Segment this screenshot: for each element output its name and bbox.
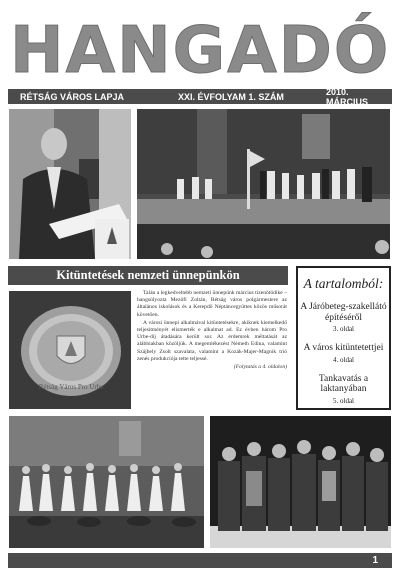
- speaker-photo: [9, 109, 131, 259]
- toc-item: [298, 302, 389, 333]
- volume-issue: XXI. ÉVFOLYAM 1. SZÁM: [178, 91, 284, 102]
- folk-dance-stage-photo: [137, 109, 390, 259]
- table-of-contents: [296, 266, 391, 410]
- toc-item-title: A város kitüntetettjei: [303, 343, 384, 353]
- toc-item-title: A Járóbeteg-szakellátó építéséről: [300, 302, 387, 323]
- issue-date: 2010. MÁRCIUS: [326, 86, 368, 107]
- toc-heading: A tartalomból:: [303, 276, 384, 291]
- toc-item-page: 4. oldal: [333, 355, 354, 364]
- toc-item-title: Tankavatás a laktanyában: [318, 373, 369, 394]
- toc-item: [298, 343, 389, 364]
- article-heading: Kitüntetések nemzeti ünnepünkön: [8, 266, 288, 285]
- medal-inscription: Rétság Város Pro Urbe: [38, 383, 104, 391]
- masthead-info-bar: [8, 86, 392, 107]
- article-body: [137, 290, 287, 412]
- pro-urbe-medal-photo: [9, 291, 131, 409]
- page-number: 1: [8, 553, 392, 568]
- toc-item: [298, 374, 389, 405]
- crowd-ceremony-photo: [210, 416, 391, 548]
- article-paragraph-2: A városi ünnepi alkalmával kitüntetésekre, akiknek kiemelkedő teljesítményét elismerték e alkalmat ad. Ez évben három Pro Urbe-díj átadására került sor. Az érdemrek méltatását az alábbiakban közöljük. A megemlékezést Németh Edina, valamint Szájbely Zsolt szavalata, valamint a Kozák-Majer-Magnik trió zenés produkciója tette teljessé.: [137, 319, 287, 362]
- toc-item-page: 5. oldal: [333, 396, 354, 405]
- newspaper-title: HANGADÓ: [10, 14, 391, 88]
- continued-note: (Folytatás a 4. oldalon): [233, 364, 287, 371]
- article-paragraph-1: Talán a legkedveltebb nemzeti ünnepünk március tizenötödike – hangsúlyozta Mezőfi Zoltán, Rétság város polgármestere az általános iskolások és a Kerepdő Néptáncegyüttes közös műsorát követően.: [137, 290, 287, 318]
- children-performance-photo: [9, 416, 204, 548]
- toc-item-page: 3. oldal: [333, 325, 354, 333]
- publication-subtitle: RÉTSÁG VÁROS LAPJA: [20, 91, 125, 102]
